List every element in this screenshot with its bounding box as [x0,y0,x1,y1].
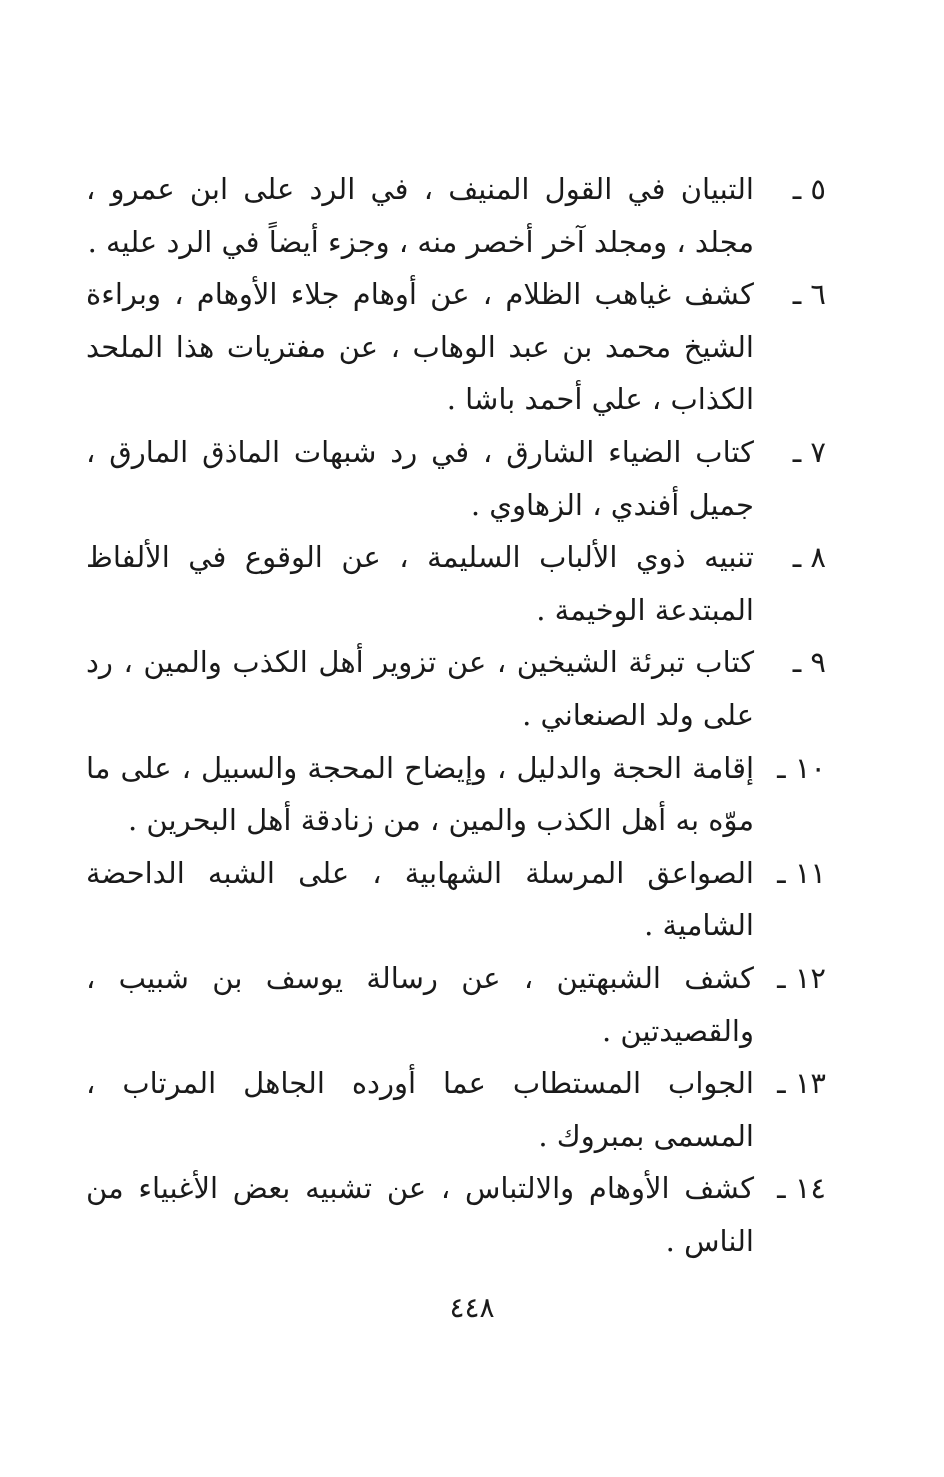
entry-number: ١٢ ـ [777,960,826,995]
list-item [86,268,826,426]
entry-number: ١٣ ـ [777,1066,826,1101]
entry-text: إقامة الحجة والدليل ، وإيضاح المحجة والسبيل ، على ما موّه به أهل الكذب والمين ، من زنادقة أهل البحرين . [86,750,754,838]
entry-text: الصواعق المرسلة الشهابية ، على الشبه الداحضة الشامية . [86,855,754,943]
entry-number: ٥ ـ [792,172,826,206]
entry-text: كتاب تبرئة الشيخين ، عن تزوير أهل الكذب والمين ، رد على ولد الصنعاني . [86,645,754,732]
list-item [86,1057,826,1162]
list-item [86,426,826,531]
entry-number: ٧ ـ [792,434,826,469]
entry-number: ٩ ـ [792,645,826,680]
list-item [86,1162,826,1267]
entry-text: كشف غياهب الظلام ، عن أوهام جلاء الأوهام ، وبراءة الشيخ محمد بن عبد الوهاب ، عن مفتريات هذا الملحد الكذاب ، علي أحمد باشا . [86,277,754,417]
entry-number: ٨ ـ [792,540,826,575]
entry-text: كشف الشبهتين ، عن رسالة يوسف بن شبيب ، والقصيدتين . [86,960,754,1048]
entry-text: الجواب المستطاب عما أورده الجاهل المرتاب ، المسمى بمبروك . [86,1066,754,1153]
list-item [86,952,826,1057]
list-item [86,163,826,268]
entry-text: تنبيه ذوي الألباب السليمة ، عن الوقوع في الألفاظ المبتدعة الوخيمة . [86,540,754,627]
entry-number: ١٤ ـ [777,1171,826,1206]
entry-number: ١٠ ـ [777,750,826,785]
entry-number: ١١ ـ [777,855,826,890]
entry-text: كتاب الضياء الشارق ، في رد شبهات الماذق المارق ، جميل أفندي ، الزهاوي . [86,434,754,522]
list-item [86,531,826,636]
entry-text: التبيان في القول المنيف ، في الرد على ابن عمرو ، مجلد ، ومجلد آخر أخصر منه ، وجزء أيضاً في الرد عليه . [86,172,754,259]
entry-text: كشف الأوهام والالتباس ، عن تشبيه بعض الأغبياء من الناس . [86,1171,754,1258]
list-item [86,636,826,741]
entry-number: ٦ ـ [792,277,826,312]
page-number: ٤٤٨ [449,1291,495,1324]
bibliography-list [86,163,826,1267]
list-item [86,847,826,952]
list-item [86,742,826,847]
